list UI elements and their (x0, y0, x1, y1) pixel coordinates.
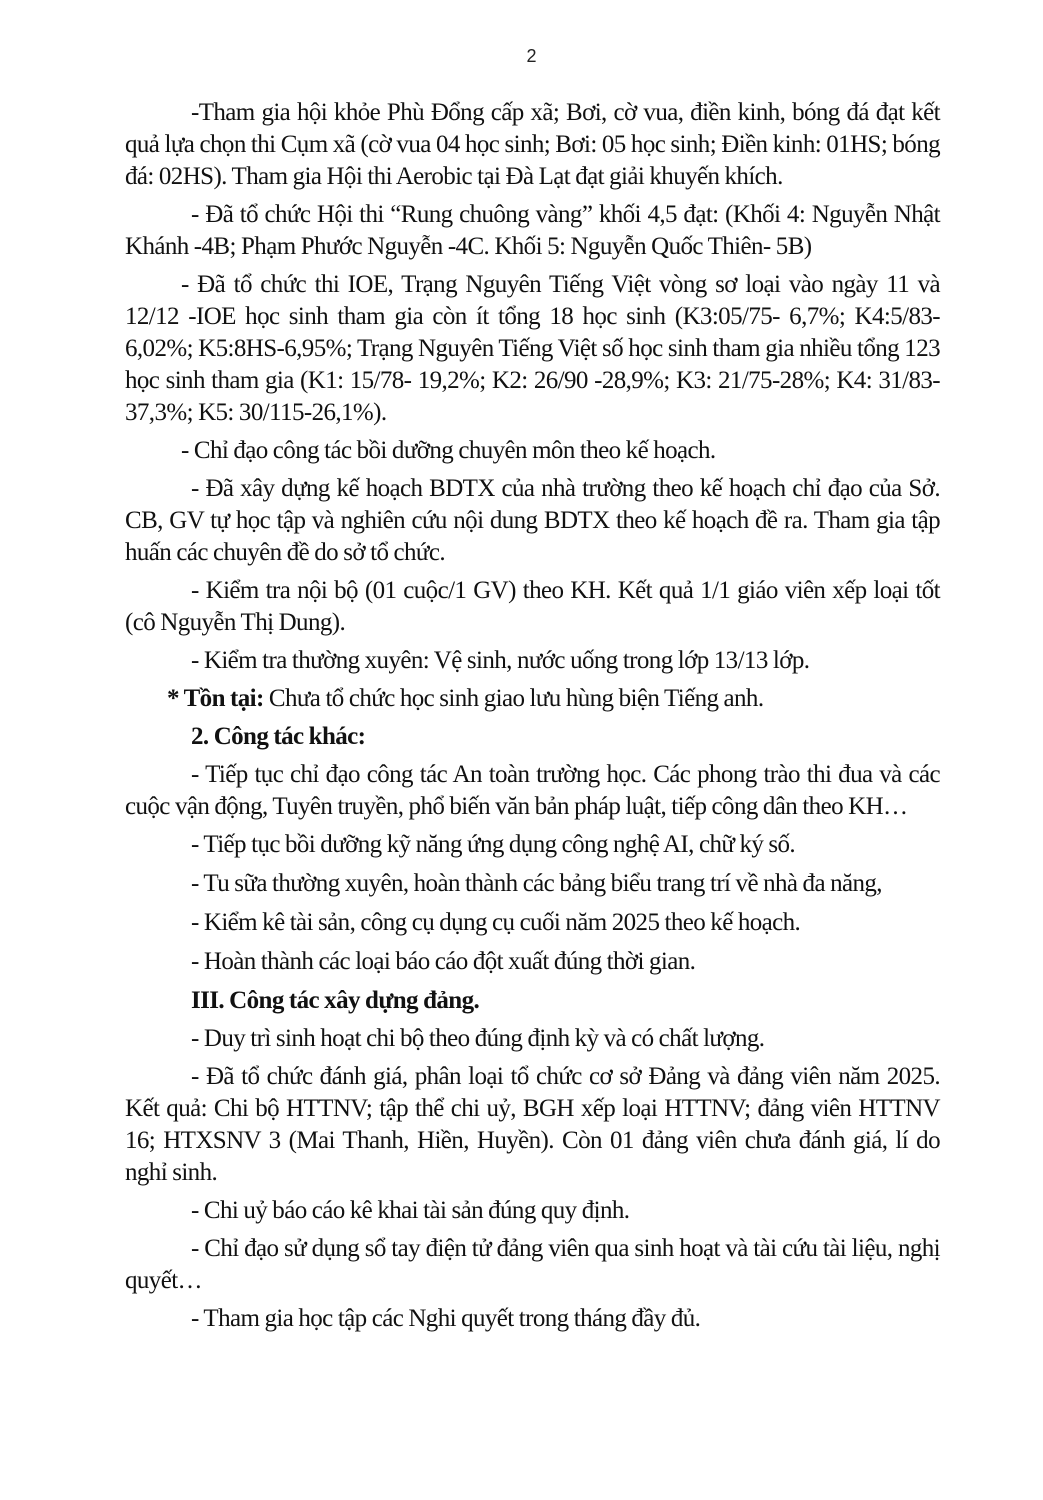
section-3-item: - Đã tổ chức đánh giá, phân loại tổ chức cơ sở Đảng và đảng viên năm 2025. Kết quả: Chi bộ HTTNV; tập thể chi uỷ, BGH xếp loại HTTNV; đảng viên HTTNV 16; HTXSNV 3 (Mai Thanh, Hiền, Huyền). Còn 01 đảng viên chưa đánh giá, lí do nghỉ sinh. (125, 1063, 940, 1186)
document-body (125, 97, 940, 1341)
section-3-item: - Chỉ đạo sử dụng sổ tay điện tử đảng viên qua sinh hoạt và tài cứu tài liệu, nghị quyết… (125, 1235, 940, 1294)
section-2-item: - Tu sữa thường xuyên, hoàn thành các bảng biểu trang trí về nhà đa năng, (191, 870, 882, 897)
page-number: 2 (526, 46, 537, 66)
section-3-item: - Duy trì sinh hoạt chi bộ theo đúng định kỳ và có chất lượng. (191, 1025, 765, 1052)
paragraph-kiem-tra-noi-bo: - Kiểm tra nội bộ (01 cuộc/1 GV) theo KH. Kết quả 1/1 giáo viên xếp loại tốt (cô Nguyễn Thị Dung). (125, 577, 940, 636)
section-2-item: - Tiếp tục bồi dưỡng kỹ năng ứng dụng công nghệ AI, chữ ký số. (191, 831, 796, 858)
paragraph-boi-duong: - Chỉ đạo công tác bồi dưỡng chuyên môn theo kế hoạch. (181, 437, 716, 464)
paragraph-ioe-trang-nguyen: - Đã tổ chức thi IOE, Trạng Nguyên Tiếng Việt vòng sơ loại vào ngày 11 và 12/12 -IOE học sinh tham gia còn ít tổng 18 học sinh (K3:05/75- 6,7%; K4:5/83-6,02%; K5:8HS-6,95%; Trạng Nguyên Tiếng Việt số học sinh tham gia nhiều tổng 123 học sinh tham gia (K1: 15/78- 19,2%; K2: 26/90 -28,9%; K3: 21/75-28%; K4: 31/83-37,3%; K5: 30/115-26,1%). (125, 271, 940, 426)
section-3-heading: III. Công tác xây dựng đảng. (191, 987, 480, 1014)
paragraph-hoi-khoe: -Tham gia hội khỏe Phù Đổng cấp xã; Bơi, cờ vua, điền kinh, bóng đá đạt kết quả lựa chọn thi Cụm xã (cờ vua 04 học sinh; Bơi: 05 học sinh; Điền kinh: 01HS; bóng đá: 02HS). Tham gia Hội thi Aerobic tại Đà Lạt đạt giải khuyến khích. (125, 99, 940, 190)
section-2-heading: 2. Công tác khác: (191, 723, 366, 750)
section-2-item: - Hoàn thành các loại báo cáo đột xuất đúng thời gian. (191, 948, 696, 975)
paragraph-bdtx: - Đã xây dựng kế hoạch BDTX của nhà trường theo kế hoạch chỉ đạo của Sở. CB, GV tự học tập và nghiên cứu nội dung BDTX theo kế hoạch đề ra. Tham gia tập huấn các chuyên đề do sở tổ chức. (125, 475, 940, 566)
ton-tai-label: * Tồn tại: (167, 685, 264, 712)
section-2-item: - Kiểm kê tài sản, công cụ dụng cụ cuối năm 2025 theo kế hoạch. (191, 909, 801, 936)
paragraph-kiem-tra-thuong-xuyen: - Kiểm tra thường xuyên: Vệ sinh, nước uống trong lớp 13/13 lớp. (191, 647, 810, 674)
paragraph-rung-chuong-vang: - Đã tổ chức Hội thi “Rung chuông vàng” khối 4,5 đạt: (Khối 4: Nguyễn Nhật Khánh -4B; Phạm Phước Nguyễn -4C. Khối 5: Nguyễn Quốc Thiên- 5B) (125, 201, 940, 260)
ton-tai-text: Chưa tổ chức học sinh giao lưu hùng biện Tiếng anh. (263, 685, 764, 712)
section-3-item: - Tham gia học tập các Nghi quyết trong tháng đầy đủ. (191, 1305, 701, 1332)
ton-tai-paragraph (125, 683, 940, 715)
section-3-item: - Chi uỷ báo cáo kê khai tài sản đúng quy định. (191, 1197, 630, 1224)
section-2-item: - Tiếp tục chỉ đạo công tác An toàn trường học. Các phong trào thi đua và các cuộc vận động, Tuyên truyền, phổ biến văn bản pháp luật, tiếp công dân theo KH… (125, 761, 940, 820)
